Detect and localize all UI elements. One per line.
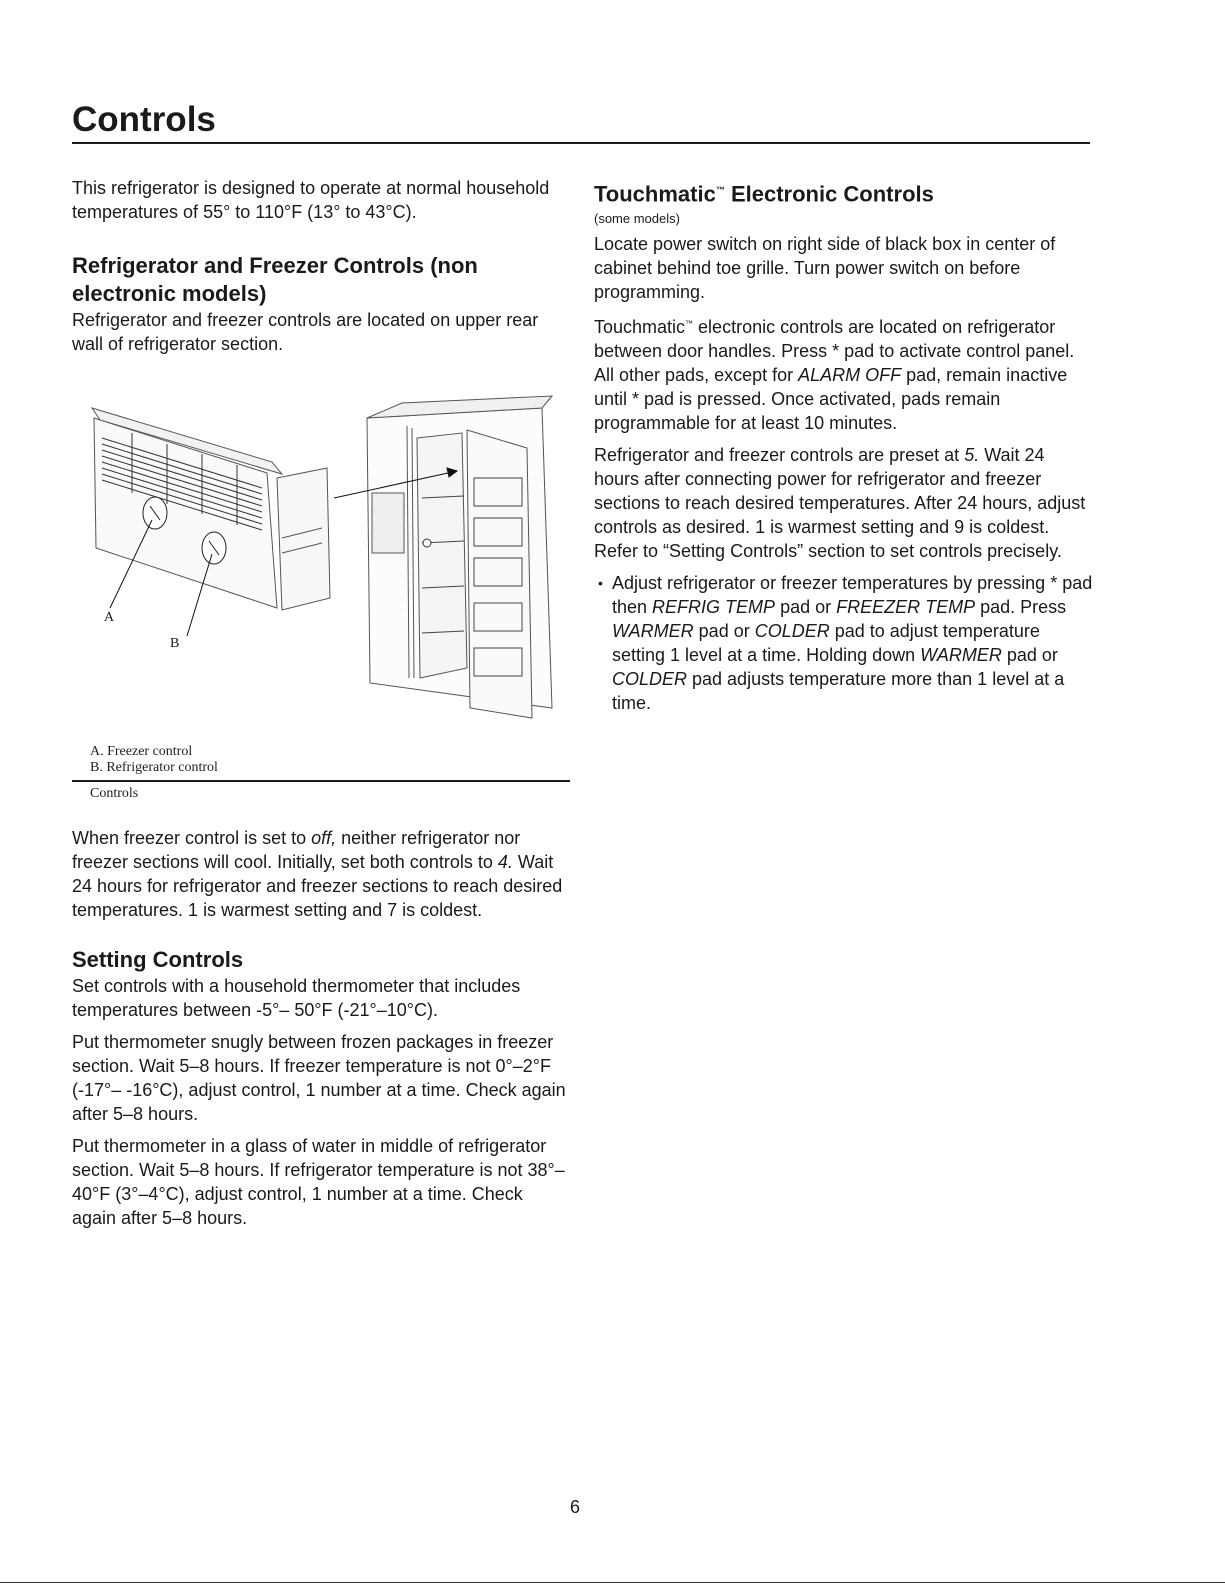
page-number: 6 (569, 1497, 580, 1517)
some-models-note: (some models) (594, 211, 680, 227)
legend-freezer-control: A. Freezer control (90, 744, 193, 759)
refrigerator-check-paragraph: Put thermometer in a glass of water in middle of refrigerator section. Wait 5–8 hours. If refrigerator temperature is not 38°–40°F (3°–4°C), adjust control, 1 number at a time. Check again after 5–8 hours. (72, 1136, 565, 1228)
callout-a: A (104, 610, 115, 625)
refrigerator-illustration (72, 378, 568, 738)
adjust-instructions-list (594, 571, 1094, 715)
touchmatic-location-paragraph: Touchmatic™ electronic controls are located on refrigerator between door handles. Press * pad to activate control panel. All other pads, except for ALARM OFF pad, remain inactive until * pad is pressed. Once activated, pads remain programmable for at least 10 minutes. (594, 317, 1075, 434)
power-switch-paragraph: Locate power switch on right side of black box in center of cabinet behind toe grille. Turn power switch on before programming. (594, 234, 1056, 303)
figure-caption: Controls (90, 786, 139, 801)
figure-legend (72, 744, 568, 776)
callout-b: B (170, 636, 180, 651)
freezer-off-paragraph: When freezer control is set to off, neither refrigerator nor freezer sections will cool. Initially, set both controls to 4. Wait 24 hours for refrigerator and freezer sections to reach desired temperatures. 1 is warmest setting and 7 is coldest. (72, 828, 563, 920)
freezer-check-paragraph: Put thermometer snugly between frozen packages in freezer section. Wait 5–8 hours. If freezer temperature is not 0°–2°F (-17°– -16°C), adjust control, 1 number at a time. Check again after 5–8 hours. (72, 1032, 566, 1124)
section-heading-touchmatic: Touchmatic™ Electronic Controls (594, 181, 934, 207)
title-rule (72, 142, 1090, 144)
right-column (594, 176, 1094, 715)
intro-paragraph: This refrigerator is designed to operate at normal household temperatures of 55° to 110°F (13° to 43°C). (72, 178, 550, 222)
thermometer-paragraph: Set controls with a household thermometer that includes temperatures between -5°– 50°F (-21°–10°C). (72, 976, 521, 1020)
controls-location-paragraph: Refrigerator and freezer controls are located on upper rear wall of refrigerator section. (72, 310, 539, 354)
page-title: Controls (72, 100, 216, 139)
section-heading-non-electronic: Refrigerator and Freezer Controls (non electronic models) (72, 253, 478, 306)
legend-refrigerator-control: B. Refrigerator control (90, 760, 218, 775)
left-column (72, 176, 568, 1238)
caption-rule (72, 780, 570, 782)
section-heading-setting-controls: Setting Controls (72, 947, 244, 972)
controls-figure (72, 378, 568, 738)
preset-paragraph: Refrigerator and freezer controls are preset at 5. Wait 24 hours after connecting power for refrigerator and freezer sections to reach desired temperatures. After 24 hours, adjust controls as desired. 1 is warmest setting and 9 is coldest. Refer to “Setting Controls” section to set controls precisely. (594, 445, 1086, 562)
list-item: • Adjust refrigerator or freezer temperatures by pressing * pad then REFRIG TEMP pad or FREEZER TEMP pad. Press WARMER pad or COLDER pad to adjust temperature setting 1 level at a time. Holding down WARMER pad or COLDER pad adjusts temperature more than 1 level at a time. (612, 571, 1094, 715)
bottom-rule (0, 1582, 1225, 1583)
